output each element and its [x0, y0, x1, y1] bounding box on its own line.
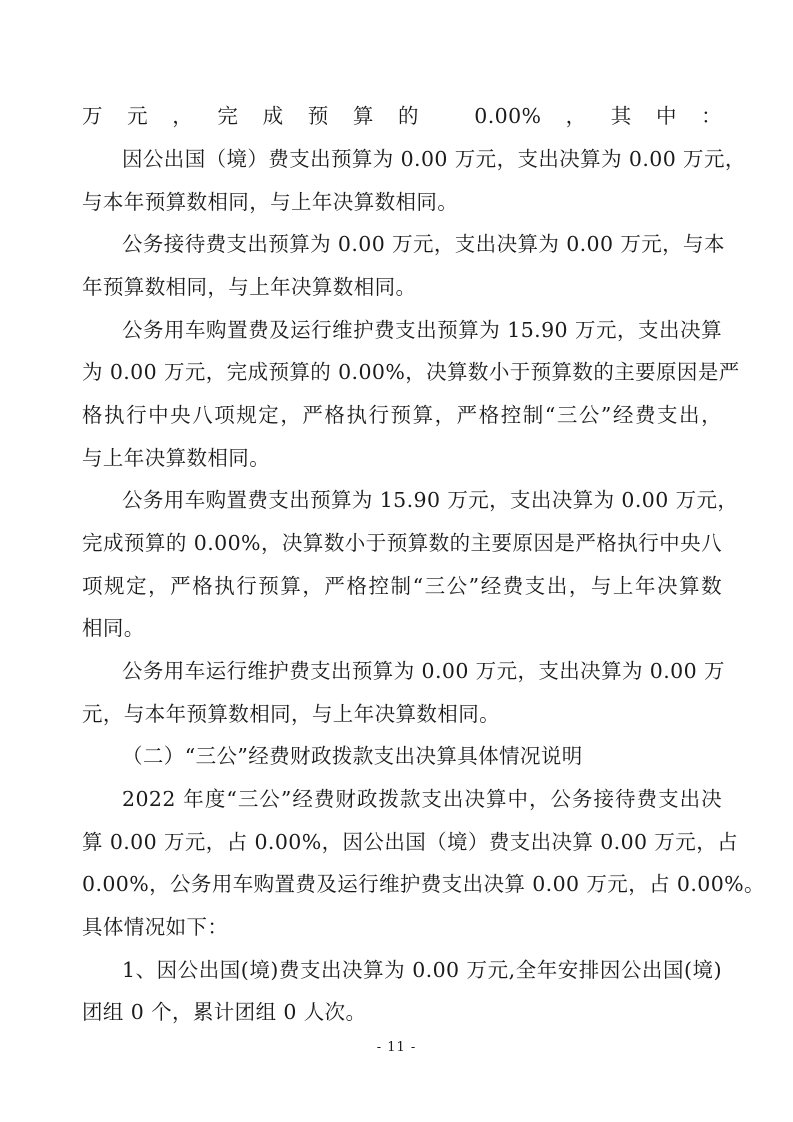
text-line: 算 0.00 万元，占 0.00%，因公出国（境）费支出决算 0.00 万元，占 [82, 830, 738, 854]
text-line: 具体情况如下： [82, 915, 229, 939]
text-line: 完成预算的 0.00%，决算数小于预算数的主要原因是严格执行中央八 [82, 531, 722, 555]
text-line: 项规定，严格执行预算，严格控制“三公”经费支出，与上年决算数 [82, 574, 722, 598]
text-line: 公务用车购置费及运行维护费支出预算为 15.90 万元，支出决算 [122, 318, 722, 342]
text-line: 相同。 [82, 616, 145, 640]
text-line: 格执行中央八项规定，严格执行预算，严格控制“三公”经费支出， [82, 403, 722, 427]
section-heading: （二）“三公”经费财政拨款支出决算具体情况说明 [122, 744, 583, 768]
text-line: 1、因公出国(境)费支出决算为 0.00 万元,全年安排因公出国(境) [122, 958, 722, 982]
text-line: 与本年预算数相同，与上年决算数相同。 [82, 190, 459, 214]
text-line: 团组 0 个，累计团组 0 人次。 [82, 1000, 367, 1024]
text-line: 为 0.00 万元，完成预算的 0.00%，决算数小于预算数的主要原因是严 [82, 360, 740, 384]
text-line: 年预算数相同，与上年决算数相同。 [82, 275, 417, 299]
page-number: - 11 - [376, 1040, 417, 1055]
text-line: 元，与本年预算数相同，与上年决算数相同。 [82, 702, 500, 726]
text-line: 万元，完成预算的 0.00%，其中： [82, 104, 722, 128]
text-line: 2022 年度“三公”经费财政拨款支出决算中，公务接待费支出决 [122, 787, 722, 811]
text-line: 公务用车购置费支出预算为 15.90 万元，支出决算为 0.00 万元， [122, 488, 739, 512]
text-line: 公务接待费支出预算为 0.00 万元，支出决算为 0.00 万元，与本 [122, 232, 725, 256]
text-line: 公务用车运行维护费支出预算为 0.00 万元，支出决算为 0.00 万 [122, 659, 725, 683]
text-line: 0.00%，公务用车购置费及运行维护费支出决算 0.00 万元，占 0.00%。 [82, 872, 765, 896]
text-line: 因公出国（境）费支出预算为 0.00 万元，支出决算为 0.00 万元， [122, 147, 746, 171]
text-line: 与上年决算数相同。 [82, 446, 271, 470]
